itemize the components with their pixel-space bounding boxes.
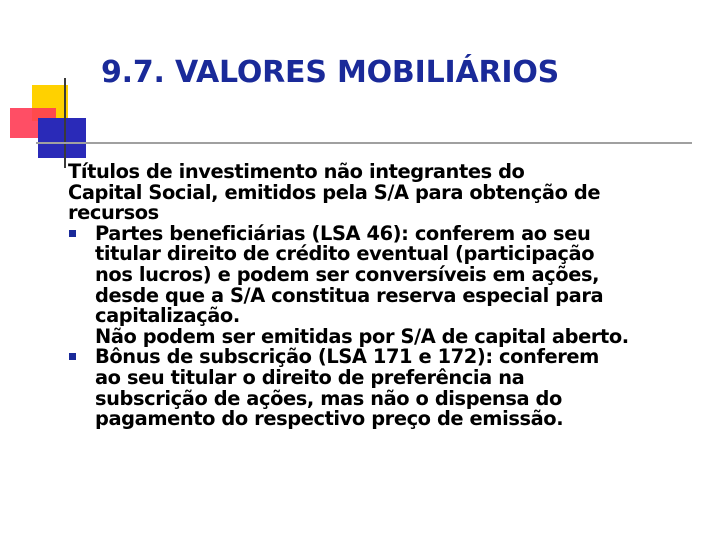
square-bullet-icon: [69, 353, 76, 360]
bullet-line: ao seu titular o direito de preferência na: [95, 365, 525, 389]
intro-line: Títulos de investimento não integrantes do: [68, 160, 525, 183]
bullet-line: titular direito de crédito eventual (participação: [95, 242, 595, 266]
bullet-line: pagamento do respectivo preço de emissão.: [95, 407, 564, 431]
square-bullet-icon: [69, 230, 76, 237]
slide-title: 9.7. VALORES MOBILIÁRIOS: [101, 55, 560, 90]
bullet-line: Partes beneficiárias (LSA 46): conferem ao seu: [95, 221, 591, 245]
bullet-line: Não podem ser emitidas por S/A de capital aberto.: [95, 324, 629, 348]
bullet-item-bonus-subscricao: [68, 347, 713, 429]
intro-line: recursos: [68, 201, 159, 225]
bullet-line: desde que a S/A constitua reserva especial para: [95, 283, 604, 307]
bullet-line: subscrição de ações, mas não o dispensa do: [95, 386, 562, 410]
intro-paragraph: [68, 162, 713, 224]
decor-blue-square: [38, 118, 86, 158]
bullet-line: nos lucros) e podem ser conversíveis em ações,: [95, 262, 600, 286]
bullet-line: Bônus de subscrição (LSA 171 e 172): conferem: [95, 345, 599, 369]
slide-body: [68, 162, 713, 430]
intro-line: Capital Social, emitidos pela S/A para obtenção de: [68, 180, 601, 204]
bullet-line: capitalização.: [95, 304, 240, 328]
title-divider: [36, 142, 692, 144]
bullet-item-partes-beneficiarias: [68, 221, 713, 348]
decor-vertical-line: [64, 78, 66, 168]
